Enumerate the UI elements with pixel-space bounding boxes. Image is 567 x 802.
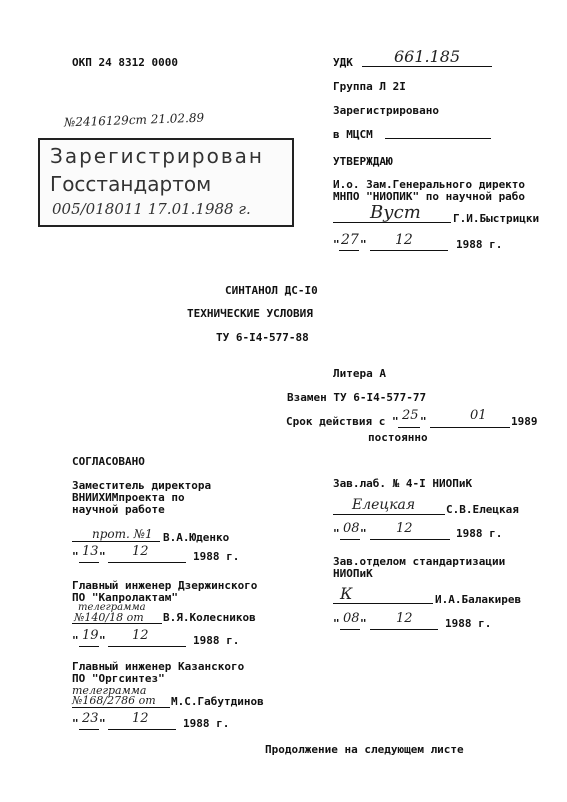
registration-stamp — [38, 138, 294, 227]
product-name: СИНТАНОЛ ДС-I0 — [225, 284, 318, 297]
mcsm-underline — [385, 138, 491, 139]
r2-title1: Зав.отделом стандартизации — [333, 555, 506, 568]
r2-quote-close: " — [360, 617, 367, 630]
validity-month: 01 — [470, 408, 487, 423]
r1-day-line — [340, 539, 360, 540]
continuation-note: Продолжение на следующем листе — [265, 743, 464, 756]
validity-day-line — [398, 427, 420, 428]
r1-quote-close: " — [360, 527, 367, 540]
r2-sign-line — [333, 603, 433, 604]
approval-heading: УТВЕРЖДАЮ — [333, 155, 393, 168]
p3-month: 12 — [132, 711, 149, 726]
approval-quote-close: " — [360, 238, 367, 251]
p3-sign-line — [72, 707, 170, 708]
agreed-heading: СОГЛАСОВАНО — [72, 455, 145, 468]
r2-year: 1988 г. — [445, 617, 492, 630]
p1-month: 12 — [132, 544, 149, 559]
r1-day: 08 — [343, 521, 360, 536]
p2-sign-line — [72, 623, 162, 624]
approval-signature: Вуст — [370, 202, 421, 223]
approval-sign-line — [333, 222, 451, 223]
p3-handwriting2: №168/2786 от — [72, 694, 156, 707]
r1-month-line — [370, 539, 450, 540]
udk-label: УДК — [333, 56, 353, 69]
p1-sign-line — [72, 541, 160, 542]
p3-quote-close: " — [99, 717, 106, 730]
p1-quote-open: " — [72, 550, 79, 563]
okp-code: ОКП 24 8312 0000 — [72, 56, 178, 69]
p3-title2: ПО "Оргсинтез" — [72, 672, 165, 685]
group: Группа Л 2I — [333, 80, 406, 93]
p1-title1: Заместитель директора — [72, 479, 212, 492]
p2-handwriting1: телеграмма — [78, 602, 146, 613]
p2-quote-open: " — [72, 634, 79, 647]
r1-sign-line — [333, 514, 445, 515]
approval-signer: Г.И.Быстрицки — [453, 212, 540, 225]
p1-handwriting: прот. №1 — [92, 527, 153, 541]
approval-line1: И.о. Зам.Генерального директо — [333, 178, 526, 191]
p2-year: 1988 г. — [193, 634, 240, 647]
validity-year: 1989 — [511, 415, 538, 428]
r2-quote-open: " — [333, 617, 340, 630]
r1-year: 1988 г. — [456, 527, 503, 540]
p2-day-line — [79, 646, 99, 647]
r1-title: Зав.лаб. № 4-I НИОПиК — [333, 477, 473, 490]
r2-signature: К — [340, 584, 353, 603]
validity-note: постоянно — [368, 431, 428, 444]
r2-month-line — [370, 629, 438, 630]
p2-month-line — [108, 646, 186, 647]
r1-month: 12 — [396, 521, 413, 536]
p1-name: В.А.Юденко — [163, 531, 230, 544]
replaces: Взамен ТУ 6-I4-577-77 — [287, 391, 427, 404]
r1-quote-open: " — [333, 527, 340, 540]
p3-quote-open: " — [72, 717, 79, 730]
p1-year: 1988 г. — [193, 550, 240, 563]
approval-month-line — [370, 250, 448, 251]
p1-title3: научной работе — [72, 503, 165, 516]
p3-month-line — [108, 729, 176, 730]
p2-title2: ПО "Капролактам" — [72, 591, 178, 604]
p1-quote-close: " — [99, 550, 106, 563]
approval-month: 12 — [395, 232, 413, 248]
p1-month-line — [108, 562, 186, 563]
in-mcsm: в МЦСМ — [333, 128, 373, 141]
p2-quote-close: " — [99, 634, 106, 647]
registered: Зарегистрировано — [333, 104, 439, 117]
p2-day: 19 — [82, 628, 99, 643]
p3-day: 23 — [82, 711, 99, 726]
validity-day: 25 — [402, 408, 419, 423]
litera: Литера А — [333, 367, 386, 380]
r2-day: 08 — [343, 611, 360, 626]
r2-name: И.А.Балакирев — [435, 593, 522, 606]
p3-handwriting1: телеграмма — [72, 684, 147, 697]
approval-day: 27 — [341, 232, 359, 248]
r1-name: С.В.Елецкая — [446, 503, 519, 516]
udk-value: 661.185 — [394, 47, 461, 66]
p3-day-line — [79, 729, 99, 730]
p1-day-line — [79, 562, 99, 563]
stamp-line3: 005/018011 17.01.1988 г. — [52, 200, 251, 218]
approval-quote-open: " — [333, 238, 340, 251]
approval-year: 1988 г. — [456, 238, 503, 251]
registration-note: №2416129ст 21.02.89 — [63, 110, 205, 130]
p1-day: 13 — [82, 544, 99, 559]
validity-prefix: Срок действия с " — [286, 415, 399, 428]
p3-title1: Главный инженер Казанского — [72, 660, 245, 673]
p2-name: В.Я.Колесников — [163, 611, 256, 624]
validity-quote-close: " — [420, 415, 427, 428]
doc-code: ТУ 6-I4-577-88 — [216, 331, 309, 344]
validity-month-line — [430, 427, 510, 428]
doc-type: ТЕХНИЧЕСКИЕ УСЛОВИЯ — [187, 307, 313, 320]
approval-day-line — [339, 250, 359, 251]
p3-name: М.С.Габутдинов — [171, 695, 264, 708]
r2-month: 12 — [396, 611, 413, 626]
p2-handwriting2: №140/18 от — [74, 611, 144, 624]
r1-handwriting: Елецкая — [352, 497, 416, 513]
p2-title1: Главный инженер Дзержинского — [72, 579, 258, 592]
approval-line2: МНПО "НИОПИК" по научной рабо — [333, 190, 526, 203]
r2-title2: НИОПиК — [333, 567, 373, 580]
stamp-line1: Зарегистрирован — [50, 144, 264, 168]
p2-month: 12 — [132, 628, 149, 643]
r2-day-line — [340, 629, 360, 630]
udk-underline — [362, 66, 492, 67]
p1-title2: ВНИИХИМпроекта по — [72, 491, 185, 504]
stamp-line2: Госстандартом — [50, 172, 212, 196]
p3-year: 1988 г. — [183, 717, 230, 730]
